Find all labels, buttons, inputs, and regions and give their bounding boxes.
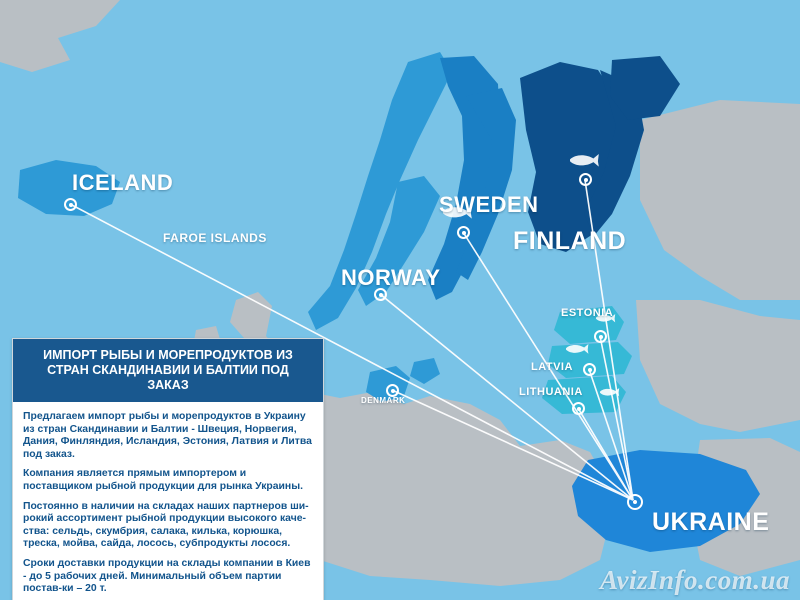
marker-iceland-icon[interactable] xyxy=(64,198,77,211)
marker-norway-icon[interactable] xyxy=(374,288,387,301)
info-paragraph-2: Компания является прямым импортером и поставщиком рыбной продукции для рынка Украины. xyxy=(23,468,303,492)
marker-sweden-icon[interactable] xyxy=(457,226,470,239)
info-paragraph-4: Сроки доставки продукции на склады компании в Киев - до 5 рабочих дней. Минимальный объем партии постав-ки – 20 т. xyxy=(23,557,311,595)
label-finland: FINLAND xyxy=(513,227,627,255)
marker-denmark-icon[interactable] xyxy=(386,384,399,397)
marker-latvia-icon[interactable] xyxy=(583,363,596,376)
label-ukraine: UKRAINE xyxy=(652,508,770,536)
label-sweden: SWEDEN xyxy=(439,192,539,217)
marker-ukraine-icon[interactable] xyxy=(627,494,643,510)
label-iceland: ICELAND xyxy=(72,170,174,195)
label-latvia: LATVIA xyxy=(531,361,573,373)
info-panel xyxy=(12,338,324,600)
info-panel-heading-line2: СТРАН СКАНДИНАВИИ И БАЛТИИ ПОД xyxy=(47,363,289,377)
info-panel-heading-line3: ЗАКАЗ xyxy=(147,378,189,392)
marker-finland-icon[interactable] xyxy=(579,173,592,186)
site-watermark: AvizInfo.com.ua xyxy=(599,565,790,595)
label-denmark: DENMARK xyxy=(361,396,406,405)
info-panel-body xyxy=(13,402,323,600)
marker-estonia-icon[interactable] xyxy=(594,330,607,343)
marker-lithuania-icon[interactable] xyxy=(572,402,585,415)
info-paragraph-3: Постоянно в наличии на складах наших партнеров ши-рокий ассортимент рыбной продукции высокого каче-ства: сельдь, скумбрия, салака, килька, корюшка, треска, мойва, сайда, лосось, субпродукты лосося. xyxy=(23,500,309,550)
label-estonia: ESTONIA xyxy=(561,307,614,319)
label-lithuania: LITHUANIA xyxy=(519,386,583,398)
info-panel-heading xyxy=(13,339,323,402)
info-paragraph-1: Предлагаем импорт рыбы и морепродуктов в Украину из стран Скандинавии и Балтии - Швеция, Норвегия, Дания, Финляндия, Исландия, Эстония, Латвия и Литва под заказ. xyxy=(23,411,312,460)
label-norway: NORWAY xyxy=(341,265,441,290)
label-faroe-islands: FAROE ISLANDS xyxy=(163,231,267,245)
info-panel-heading-line1: ИМПОРТ РЫБЫ И МОРЕПРОДУКТОВ ИЗ xyxy=(43,348,293,362)
